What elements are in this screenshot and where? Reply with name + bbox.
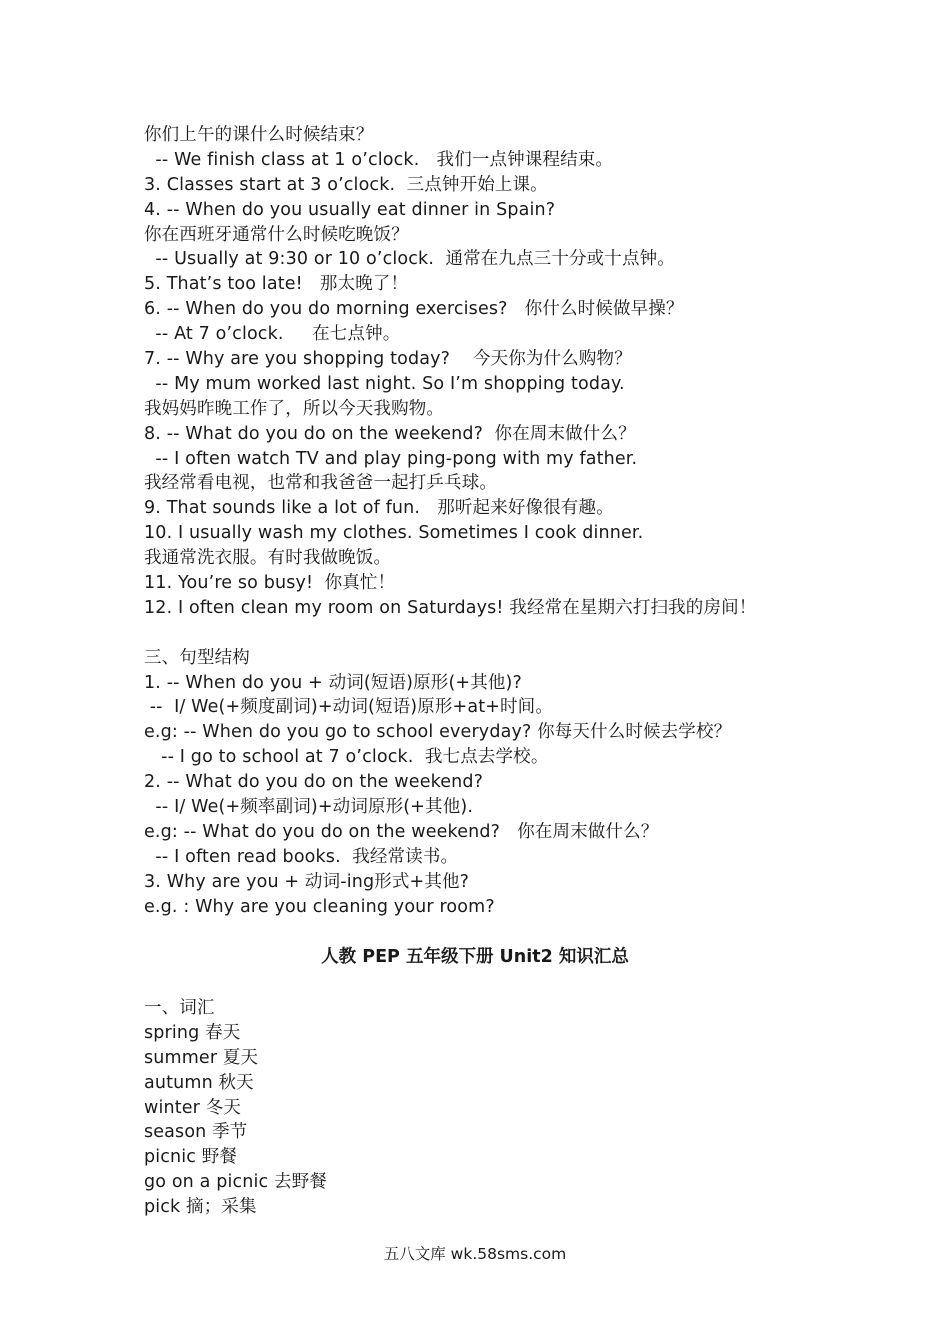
vocab-item: summer 夏天	[144, 1047, 259, 1068]
text-line: -- I often read books. 我经常读书。	[144, 846, 459, 867]
section-heading: 一、词汇	[144, 998, 215, 1018]
text-line: 1. -- When do you + 动词(短语)原形(+其他)?	[144, 672, 522, 693]
text-line: 12. I often clean my room on Saturdays! 我经常在星期六打扫我的房间！	[144, 597, 757, 618]
text-line: 2. -- What do you do on the weekend?	[144, 772, 484, 793]
text-line: e.g: -- What do you do on the weekend? 你在周末做什么？	[144, 821, 659, 842]
text-line: 9. That sounds like a lot of fun. 那听起来好像很有趣。	[144, 498, 614, 519]
text-line: 11. You’re so busy! 你真忙！	[144, 573, 396, 594]
vocab-item: season 季节	[144, 1122, 248, 1143]
text-line: -- I/ We(+频率副词)+动词原形(+其他).	[144, 797, 474, 818]
text-line: -- I go to school at 7 o’clock. 我七点去学校。	[144, 747, 549, 768]
unit2-title: 人教 PEP 五年级下册 Unit2 知识汇总	[321, 947, 629, 967]
vocab-item: autumn 秋天	[144, 1072, 254, 1093]
vocab-item: picnic 野餐	[144, 1147, 238, 1168]
section-heading: 三、句型结构	[144, 647, 250, 668]
section-unit2-vocabulary	[144, 996, 844, 1220]
vocab-item: pick 摘；采集	[144, 1197, 257, 1218]
text-line: -- At 7 o’clock. 在七点钟。	[144, 324, 401, 345]
text-line: 3. Why are you + 动词-ing形式+其他?	[144, 871, 470, 892]
text-line: e.g. : Why are you cleaning your room?	[144, 896, 495, 917]
text-line: 8. -- What do you do on the weekend? 你在周末做什么？	[144, 423, 636, 444]
text-line: 10. I usually wash my clothes. Sometimes I cook dinner.	[144, 523, 644, 544]
text-line: 3. Classes start at 3 o’clock. 三点钟开始上课。	[144, 174, 548, 195]
text-line: 4. -- When do you usually eat dinner in Spain?	[144, 199, 556, 220]
text-line: 我通常洗衣服。有时我做晚饭。	[144, 548, 392, 569]
text-line: 你们上午的课什么时候结束？	[144, 125, 374, 145]
text-line: 5. That’s too late! 那太晚了！	[144, 274, 409, 295]
text-line: e.g: -- When do you go to school everyday? 你每天什么时候去学校？	[144, 722, 732, 743]
section-unit1-sentences	[144, 123, 844, 920]
vocab-item: winter 冬天	[144, 1097, 242, 1118]
text-line: -- We finish class at 1 o’clock. 我们一点钟课程结束。	[144, 149, 614, 170]
text-line: 我经常看电视，也常和我爸爸一起打乒乓球。	[144, 473, 497, 494]
text-line: 你在西班牙通常什么时候吃晚饭？	[144, 224, 409, 245]
text-line: -- I/ We(+频度副词)+动词(短语)原形+at+时间。	[144, 697, 553, 718]
page-footer: 五八文库 wk.58sms.com	[383, 1245, 567, 1263]
vocab-item: spring 春天	[144, 1022, 241, 1043]
blank-line	[144, 621, 844, 646]
text-line: 我妈妈昨晚工作了，所以今天我购物。	[144, 398, 445, 419]
text-line: -- My mum worked last night. So I’m shopping today.	[144, 373, 625, 394]
text-line: -- I often watch TV and play ping-pong with my father.	[144, 448, 638, 469]
text-line: -- Usually at 9:30 or 10 o’clock. 通常在九点三十分或十点钟。	[144, 249, 675, 270]
vocab-item: go on a picnic 去野餐	[144, 1172, 327, 1193]
text-line: 6. -- When do you do morning exercises? 你什么时候做早操？	[144, 299, 684, 320]
text-line: 7. -- Why are you shopping today? 今天你为什么购物？	[144, 349, 632, 370]
